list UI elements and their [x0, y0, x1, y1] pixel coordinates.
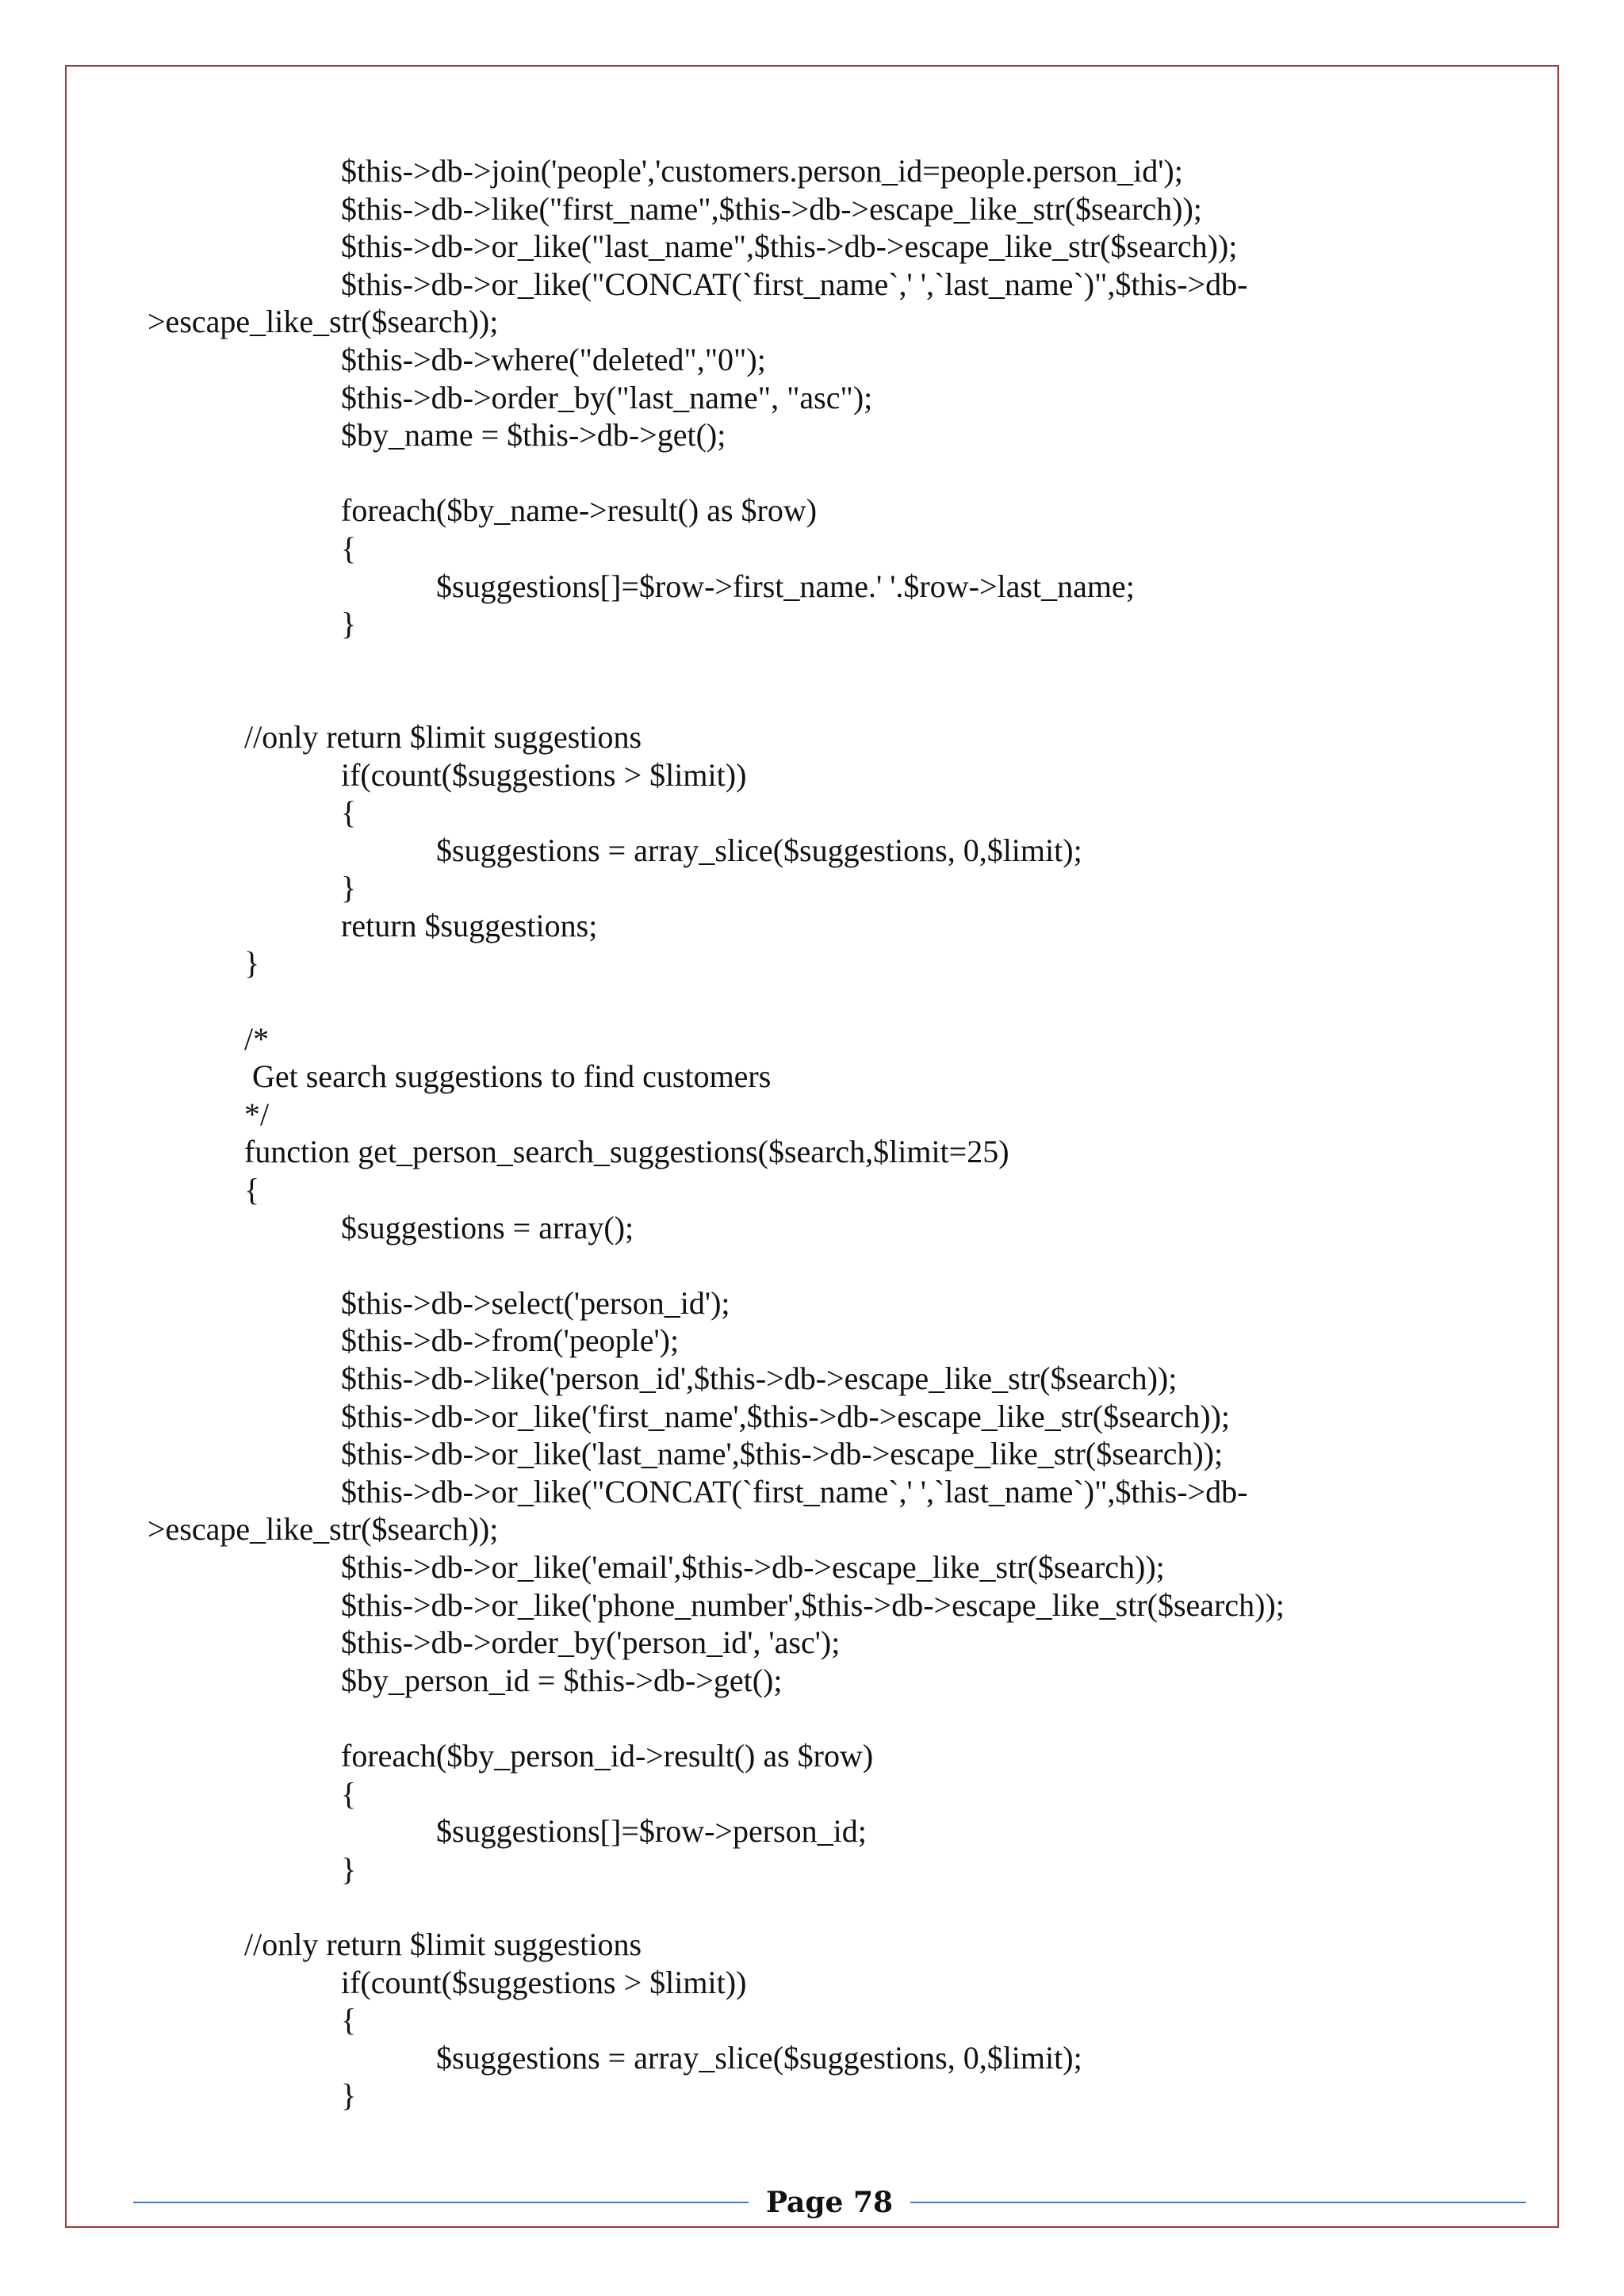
- code-line: $this->db->order_by("last_name", "asc");: [341, 379, 873, 415]
- code-line: [0, 1246, 1624, 1284]
- code-line: return $suggestions;: [341, 907, 598, 943]
- code-line: foreach($by_name->result() as $row): [341, 492, 818, 529]
- code-line: $this->db->like("first_name",$this->db->escape_like_str($search));: [341, 190, 1202, 227]
- code-line: $this->db->or_like("last_name",$this->db->escape_like_str($search));: [341, 228, 1238, 265]
- code-line: {: [341, 794, 357, 831]
- code-line: >escape_like_str($search));: [147, 304, 499, 340]
- code-line: if(count($suggestions > $limit)): [341, 1964, 747, 2000]
- code-line: [0, 454, 1624, 492]
- code-line: $suggestions = array_slice($suggestions, 0,$limit);: [436, 832, 1082, 868]
- code-line: [0, 643, 1624, 681]
- code-line: }: [341, 870, 357, 906]
- code-line: {: [341, 530, 357, 566]
- code-line: foreach($by_person_id->result() as $row): [341, 1737, 874, 1774]
- page-number: Page 78: [765, 2186, 894, 2219]
- code-line: $by_person_id = $this->db->get();: [341, 1662, 783, 1698]
- code-line: $this->db->or_like('email',$this->db->escape_like_str($search));: [341, 1548, 1165, 1585]
- code-line: function get_person_search_suggestions($search,$limit=25): [244, 1134, 1009, 1170]
- code-line: >escape_like_str($search));: [147, 1511, 499, 1548]
- code-line: [0, 982, 1624, 1020]
- code-line: }: [341, 606, 357, 642]
- code-line: [0, 680, 1624, 718]
- code-line: }: [341, 2077, 357, 2114]
- code-line: }: [244, 945, 260, 982]
- code-line: $this->db->or_like("CONCAT(`first_name`,' ',`last_name`)",$this->db-: [341, 1473, 1248, 1510]
- page-footer: [133, 2185, 1526, 2220]
- code-line: [0, 1699, 1624, 1737]
- code-line: */: [244, 1096, 270, 1132]
- code-line: if(count($suggestions > $limit)): [341, 756, 747, 793]
- code-line: $this->db->or_like('last_name',$this->db->escape_like_str($search));: [341, 1436, 1224, 1472]
- code-line: $this->db->order_by('person_id', 'asc');: [341, 1624, 841, 1661]
- code-line: //only return $limit suggestions: [244, 1926, 642, 1962]
- code-line: Get search suggestions to find customers: [244, 1058, 772, 1095]
- code-listing: [0, 152, 1624, 2114]
- code-line: $this->db->or_like('first_name',$this->db->escape_like_str($search));: [341, 1398, 1230, 1434]
- code-line: $suggestions = array_slice($suggestions, 0,$limit);: [436, 2039, 1082, 2076]
- code-line: $this->db->select('person_id');: [341, 1284, 730, 1321]
- footer-rule-left: [133, 2202, 749, 2203]
- code-line: $suggestions[]=$row->person_id;: [436, 1813, 867, 1850]
- code-line: {: [341, 1775, 357, 1812]
- code-line: $suggestions[]=$row->first_name.' '.$row->last_name;: [436, 568, 1135, 604]
- code-line: {: [244, 1172, 260, 1208]
- code-line: $this->db->or_like("CONCAT(`first_name`,' ',`last_name`)",$this->db-: [341, 266, 1248, 302]
- code-line: [0, 1888, 1624, 1926]
- code-line: $this->db->or_like('phone_number',$this->db->escape_like_str($search));: [341, 1586, 1285, 1623]
- code-line: $this->db->from('people');: [341, 1322, 680, 1359]
- code-line: }: [341, 1850, 357, 1887]
- code-line: $this->db->join('people','customers.person_id=people.person_id');: [341, 153, 1183, 189]
- code-line: $by_name = $this->db->get();: [341, 417, 726, 453]
- code-line: {: [341, 2002, 357, 2038]
- code-line: //only return $limit suggestions: [244, 718, 642, 755]
- code-line: $suggestions = array();: [341, 1209, 634, 1246]
- code-line: /*: [244, 1020, 270, 1057]
- code-line: $this->db->where("deleted","0");: [341, 341, 766, 377]
- footer-rule-right: [910, 2202, 1526, 2203]
- code-line: $this->db->like('person_id',$this->db->escape_like_str($search));: [341, 1360, 1178, 1396]
